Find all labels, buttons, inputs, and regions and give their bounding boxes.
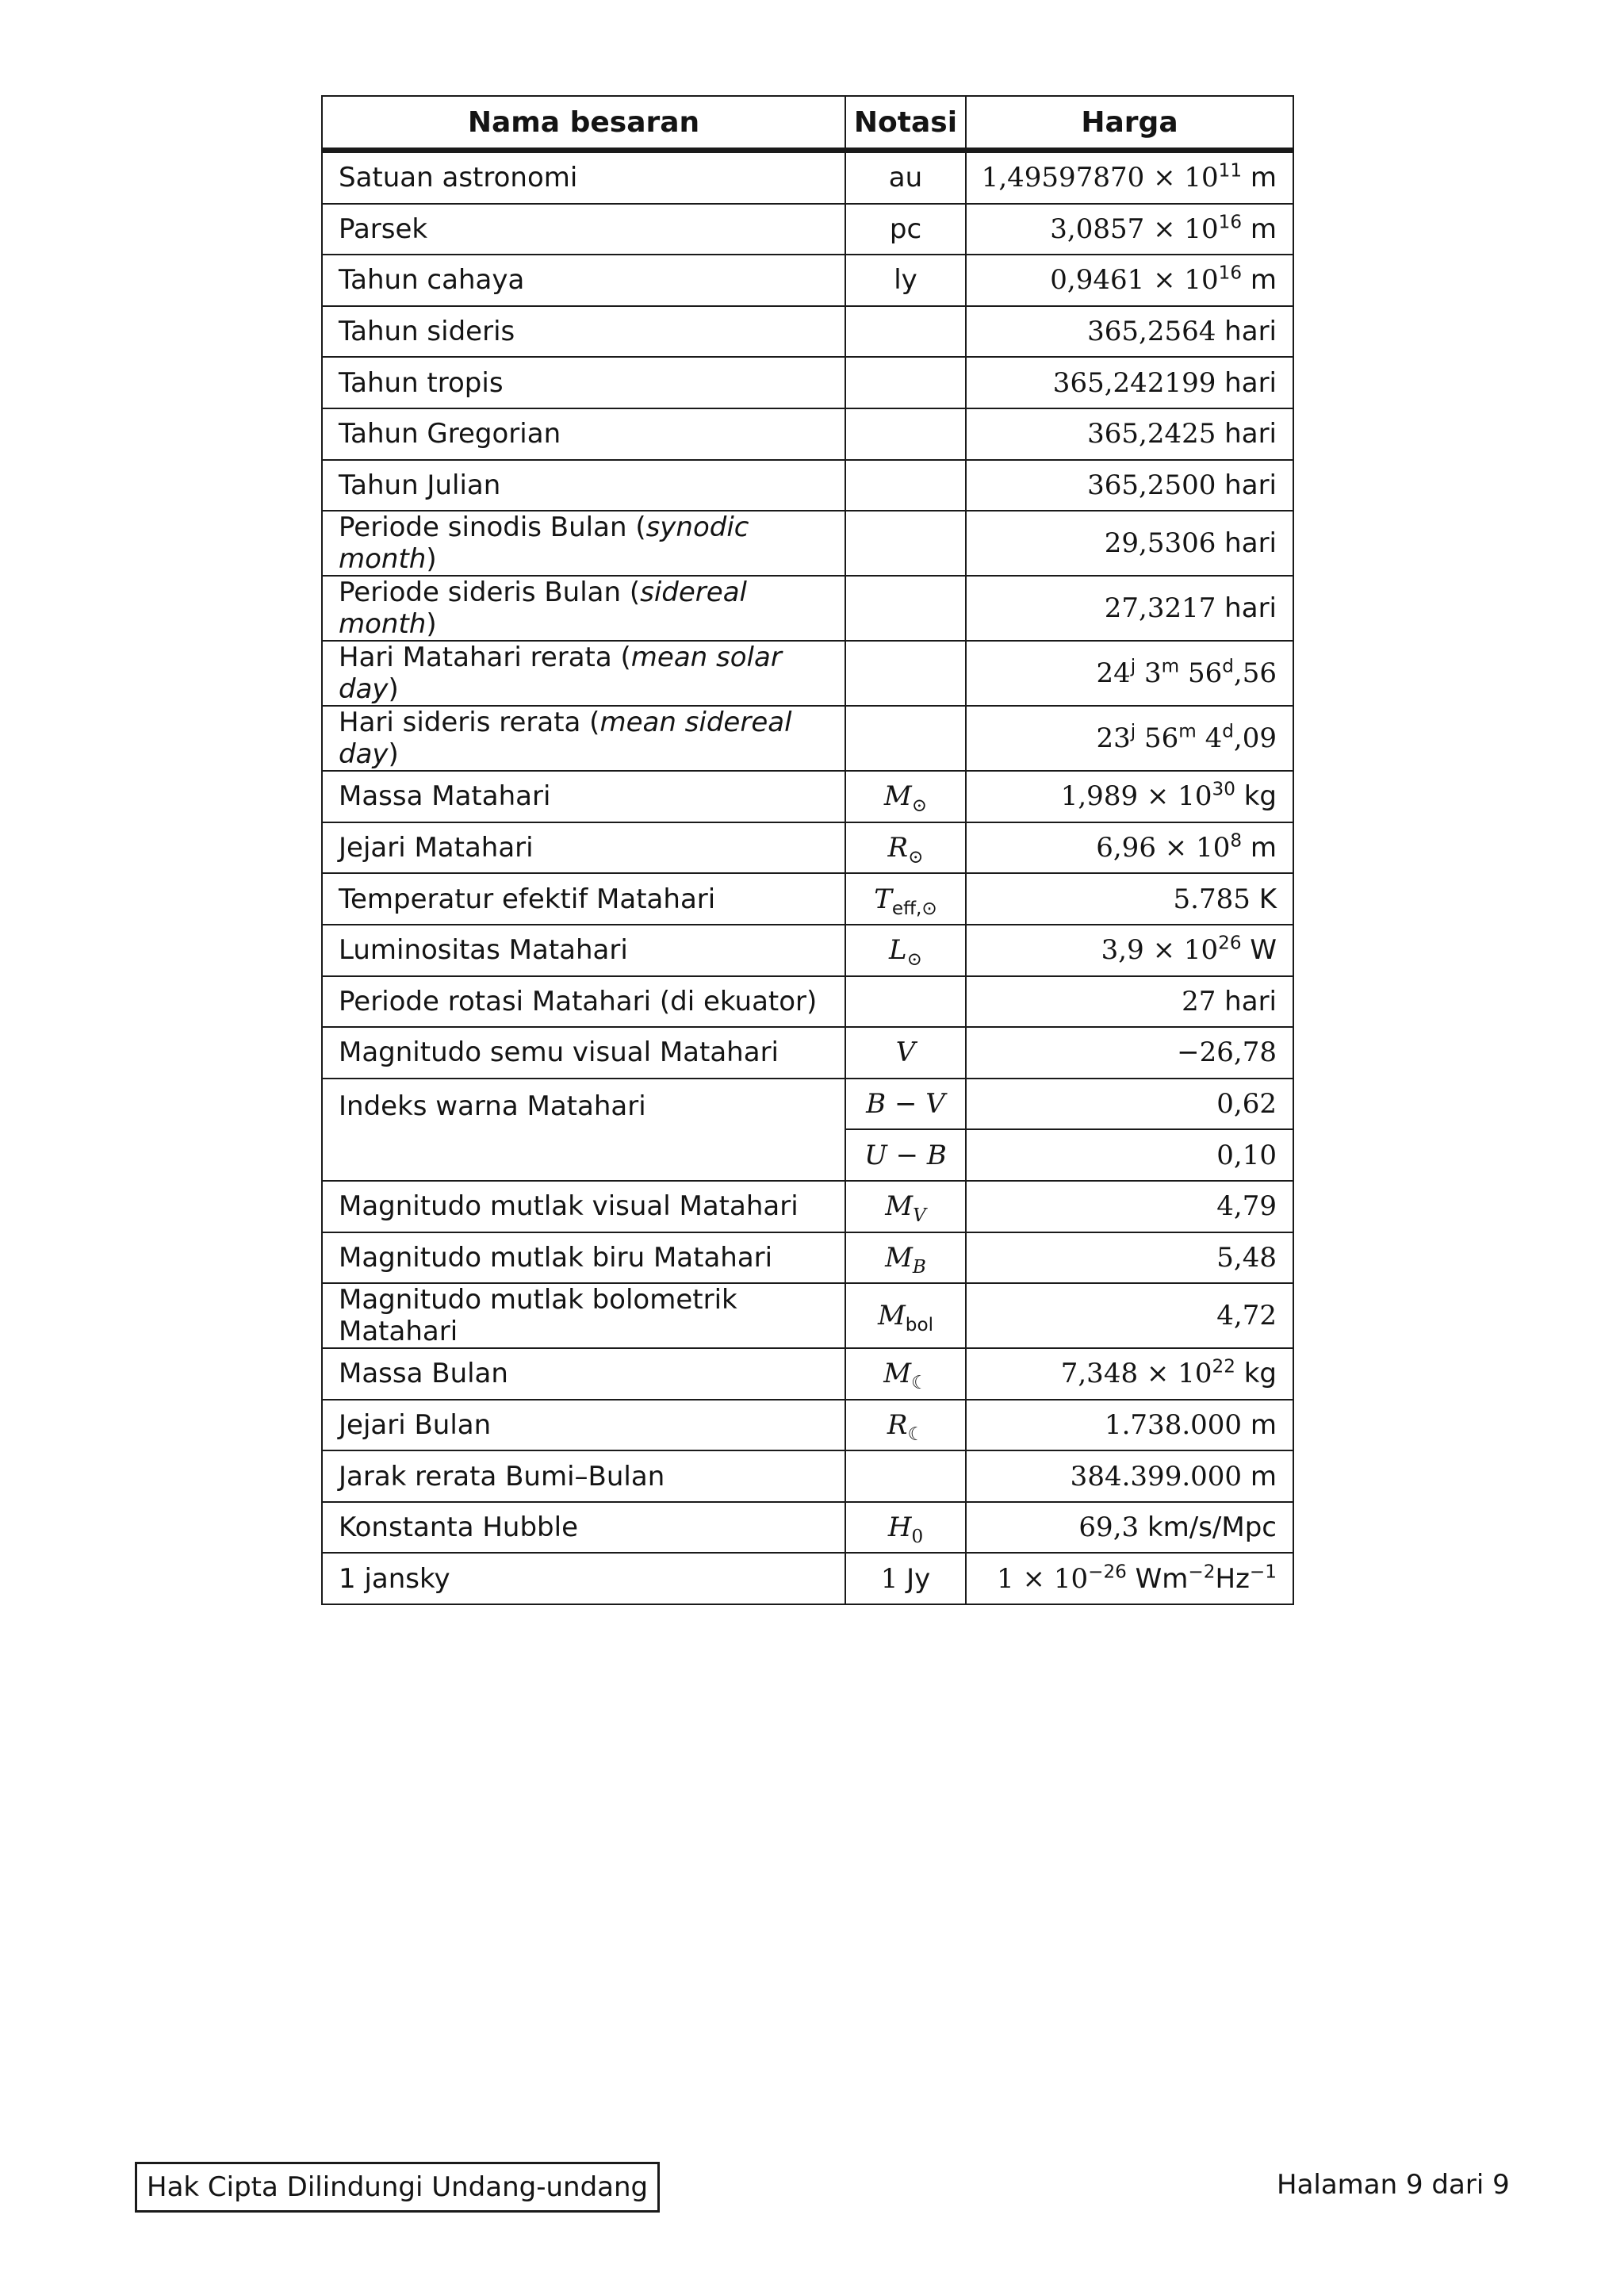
- cell-notation: $M_☾$: [845, 1348, 966, 1400]
- cell-name: Magnitudo semu visual Matahari: [322, 1027, 845, 1079]
- table-row: [322, 1400, 1293, 1451]
- cell-value: $7,348 \times 10^{22}$ kg: [966, 1348, 1293, 1400]
- table-row: [322, 1348, 1293, 1400]
- cell-value: 365,2425 hari: [966, 408, 1293, 460]
- cell-notation: [845, 357, 966, 408]
- cell-name: Magnitudo mutlak biru Matahari: [322, 1232, 845, 1284]
- cell-name: Hari Matahari rerata (mean solar day): [322, 641, 845, 706]
- cell-value: 23$^j$ 56$^m$ 4$^d$,09: [966, 706, 1293, 771]
- header-value: Harga: [966, 96, 1293, 151]
- cell-notation: [845, 1450, 966, 1502]
- table-row: [322, 976, 1293, 1028]
- cell-value: 27 hari: [966, 976, 1293, 1028]
- page-number: Halaman 9 dari 9: [1277, 2169, 1510, 2201]
- cell-name: Hari sideris rerata (mean sidereal day): [322, 706, 845, 771]
- table-row: [322, 357, 1293, 408]
- cell-value: $1,49597870 \times 10^{11}$ m: [966, 151, 1293, 204]
- cell-value: 4,79: [966, 1181, 1293, 1232]
- cell-name: Massa Bulan: [322, 1348, 845, 1400]
- cell-value: 365,2500 hari: [966, 460, 1293, 512]
- cell-value: 5,48: [966, 1232, 1293, 1284]
- cell-notation: pc: [845, 204, 966, 255]
- table-row: [322, 408, 1293, 460]
- cell-notation: [845, 408, 966, 460]
- cell-notation: $M_{bol}$: [845, 1283, 966, 1348]
- table-header-row: [322, 96, 1293, 151]
- cell-notation: 1 Jy: [845, 1553, 966, 1604]
- table-row: [322, 1027, 1293, 1079]
- header-notation: Notasi: [845, 96, 966, 151]
- table-row: [322, 1283, 1293, 1348]
- cell-name: Jejari Matahari: [322, 822, 845, 874]
- cell-notation: U − B: [845, 1129, 966, 1181]
- cell-notation: B − V: [845, 1079, 966, 1130]
- cell-name: Tahun sideris: [322, 306, 845, 358]
- table-row: [322, 822, 1293, 874]
- cell-notation: $H_0$: [845, 1502, 966, 1554]
- cell-value: $1 \times 10^{-26}$ $Wm^{-2}Hz^{-1}$: [966, 1553, 1293, 1604]
- cell-name: Luminositas Matahari: [322, 925, 845, 976]
- cell-value: $3,9 \times 10^{26}$ W: [966, 925, 1293, 976]
- cell-name: Magnitudo mutlak visual Matahari: [322, 1181, 845, 1232]
- cell-value: 1.738.000 m: [966, 1400, 1293, 1451]
- cell-name: Tahun tropis: [322, 357, 845, 408]
- header-name: Nama besaran: [322, 96, 845, 151]
- cell-name: Tahun Gregorian: [322, 408, 845, 460]
- copyright-box: Hak Cipta Dilindungi Undang-undang: [135, 2162, 660, 2213]
- cell-name: Temperatur efektif Matahari: [322, 873, 845, 925]
- cell-notation: $M_⊙$: [845, 771, 966, 822]
- cell-notation: [845, 511, 966, 576]
- table-row: [322, 576, 1293, 641]
- cell-notation: $T_{eff,⊙}$: [845, 873, 966, 925]
- cell-notation: $R_⊙$: [845, 822, 966, 874]
- cell-value: 0,10: [966, 1129, 1293, 1181]
- cell-notation: [845, 576, 966, 641]
- table-row: [322, 204, 1293, 255]
- cell-value: 365,2564 hari: [966, 306, 1293, 358]
- cell-name: Satuan astronomi: [322, 151, 845, 204]
- cell-name: Periode rotasi Matahari (di ekuator): [322, 976, 845, 1028]
- cell-name: 1 jansky: [322, 1553, 845, 1604]
- table-row: [322, 511, 1293, 576]
- table-row: [322, 1232, 1293, 1284]
- cell-name: Magnitudo mutlak bolometrik Matahari: [322, 1283, 845, 1348]
- table-row: [322, 306, 1293, 358]
- cell-notation: ly: [845, 255, 966, 306]
- cell-notation: [845, 641, 966, 706]
- cell-value: 365,242199 hari: [966, 357, 1293, 408]
- cell-name: Periode sinodis Bulan (synodic month): [322, 511, 845, 576]
- table-row: [322, 1079, 1293, 1130]
- cell-value: 69,3 km/s/Mpc: [966, 1502, 1293, 1554]
- table-body: [322, 151, 1293, 1605]
- table-row: [322, 255, 1293, 306]
- cell-name: Konstanta Hubble: [322, 1502, 845, 1554]
- cell-notation: [845, 460, 966, 512]
- table-row: [322, 873, 1293, 925]
- cell-name: Massa Matahari: [322, 771, 845, 822]
- table-row: [322, 1553, 1293, 1604]
- cell-value: 24$^j$ 3$^m$ 56$^d$,56: [966, 641, 1293, 706]
- table-row: [322, 151, 1293, 204]
- table-row: [322, 771, 1293, 822]
- cell-value: $0,9461 \times 10^{16}$ m: [966, 255, 1293, 306]
- constants-table: [321, 95, 1294, 1605]
- cell-value: −26,78: [966, 1027, 1293, 1079]
- cell-name: Parsek: [322, 204, 845, 255]
- table-row: [322, 706, 1293, 771]
- cell-name: Tahun cahaya: [322, 255, 845, 306]
- cell-notation: $M_B$: [845, 1232, 966, 1284]
- cell-name: Periode sideris Bulan (sidereal month): [322, 576, 845, 641]
- cell-name: Indeks warna Matahari: [322, 1079, 845, 1181]
- cell-value: 384.399.000 m: [966, 1450, 1293, 1502]
- cell-notation: [845, 706, 966, 771]
- cell-value: 29,5306 hari: [966, 511, 1293, 576]
- cell-notation: V: [845, 1027, 966, 1079]
- cell-notation: $L_⊙$: [845, 925, 966, 976]
- table-row: [322, 925, 1293, 976]
- cell-notation: [845, 976, 966, 1028]
- cell-name: Jejari Bulan: [322, 1400, 845, 1451]
- cell-notation: $R_☾$: [845, 1400, 966, 1451]
- cell-name: Jarak rerata Bumi–Bulan: [322, 1450, 845, 1502]
- cell-value: 5.785 K: [966, 873, 1293, 925]
- cell-value: $6,96 \times 10^8$ m: [966, 822, 1293, 874]
- table-row: [322, 460, 1293, 512]
- table-row: [322, 641, 1293, 706]
- cell-value: 0,62: [966, 1079, 1293, 1130]
- table-row: [322, 1450, 1293, 1502]
- cell-value: 4,72: [966, 1283, 1293, 1348]
- cell-value: $3,0857 \times 10^{16}$ m: [966, 204, 1293, 255]
- cell-notation: [845, 306, 966, 358]
- cell-value: 27,3217 hari: [966, 576, 1293, 641]
- table-row: [322, 1502, 1293, 1554]
- cell-value: $1,989 \times 10^{30}$ kg: [966, 771, 1293, 822]
- table-row: [322, 1181, 1293, 1232]
- cell-notation: $M_V$: [845, 1181, 966, 1232]
- cell-notation: au: [845, 151, 966, 204]
- cell-name: Tahun Julian: [322, 460, 845, 512]
